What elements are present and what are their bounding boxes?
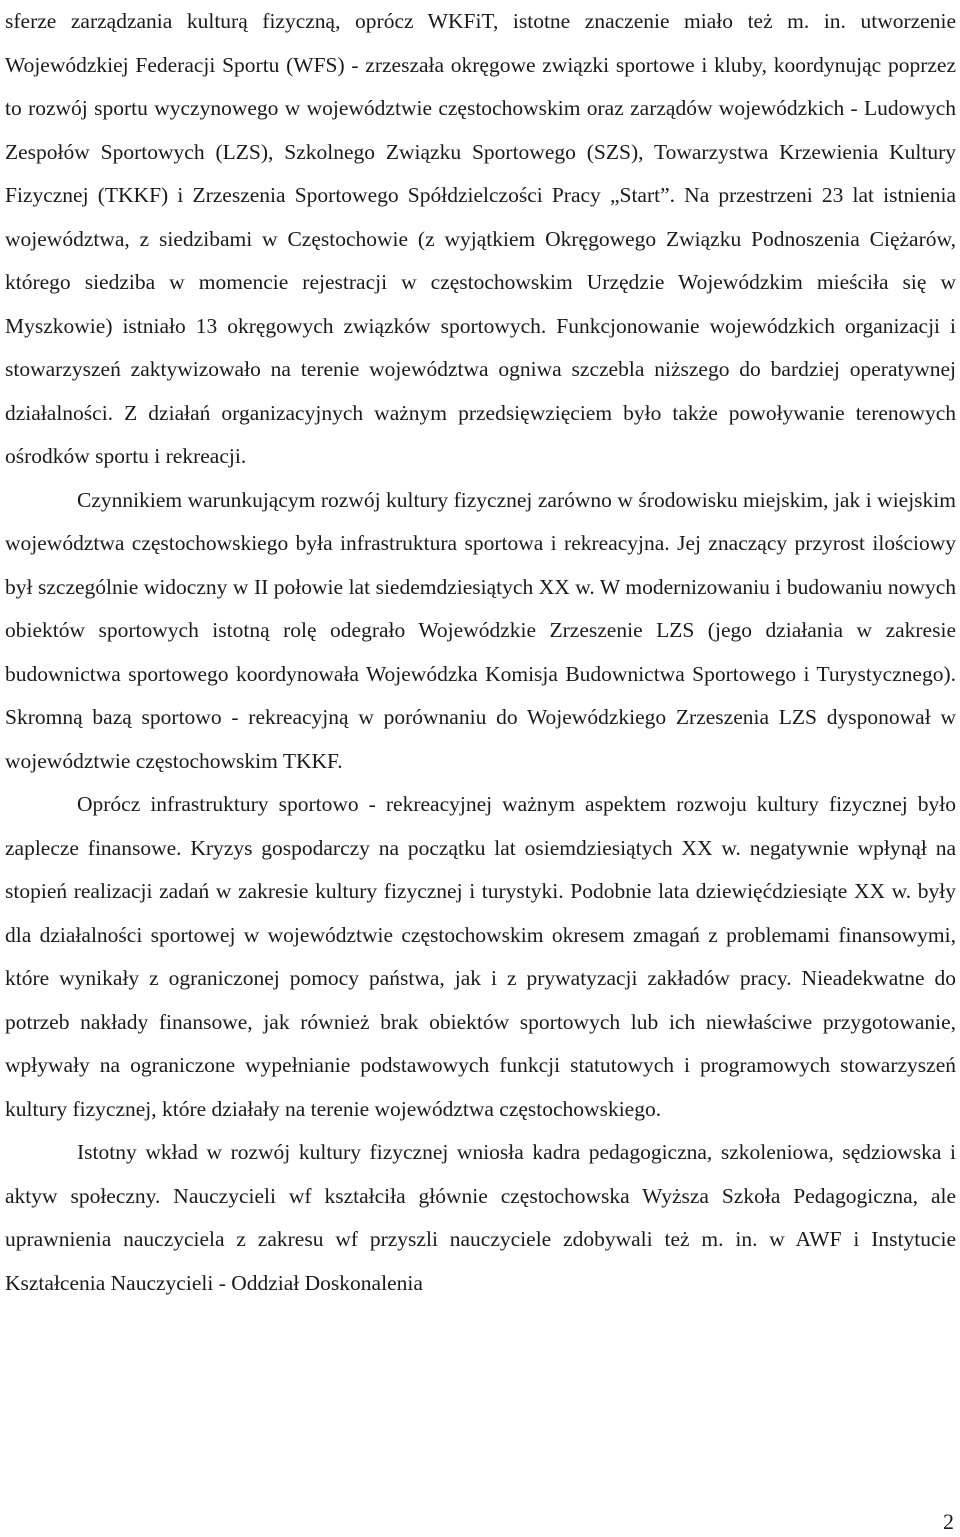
document-page [5, 0, 956, 1305]
paragraph-1: sferze zarządzania kulturą fizyczną, oprócz WKFiT, istotne znaczenie miało też m. in. utworzenie Wojewódzkiej Federacji Sportu (WFS) - zrzeszała okręgowe związki sportowe i kluby, koordynując poprzez to rozwój sportu wyczynowego w województwie częstochowskim oraz zarządów wojewódzkich - Ludowych Zespołów Sportowych (LZS), Szkolnego Związku Sportowego (SZS), Towarzystwa Krzewienia Kultury Fizycznej (TKKF) i Zrzeszenia Sportowego Spółdzielczości Pracy „Start”. Na przestrzeni 23 lat istnienia województwa, z siedzibami w Częstochowie (z wyjątkiem Okręgowego Związku Podnoszenia Ciężarów, którego siedziba w momencie rejestracji w częstochowskim Urzędzie Wojewódzkim mieściła się w Myszkowie) istniało 13 okręgowych związków sportowych. Funkcjonowanie wojewódzkich organizacji i stowarzyszeń zaktywizowało na terenie województwa ogniwa szczebla niższego do bardziej operatywnej działalności. Z działań organizacyjnych ważnym przedsięwzięciem było także powoływanie terenowych ośrodków sportu i rekreacji. [5, 9, 956, 468]
page-number: 2 [943, 1509, 954, 1534]
paragraph-2: Czynnikiem warunkującym rozwój kultury fizycznej zarówno w środowisku miejskim, jak i wiejskim województwa częstochowskiego była infrastruktura sportowa i rekreacyjna. Jej znaczący przyrost ilościowy był szczególnie widoczny w II połowie lat siedemdziesiątych XX w. W modernizowaniu i budowaniu nowych obiektów sportowych istotną rolę odegrało Wojewódzkie Zrzeszenie LZS (jego działania w zakresie budownictwa sportowego koordynowała Wojewódzka Komisja Budownictwa Sportowego i Turystycznego). Skromną bazą sportowo - rekreacyjną w porównaniu do Wojewódzkiego Zrzeszenia LZS dysponował w województwie częstochowskim TKKF. [5, 487, 956, 773]
paragraph-4: Istotny wkład w rozwój kultury fizycznej wniosła kadra pedagogiczna, szkoleniowa, sędziowska i aktyw społeczny. Nauczycieli wf kształciła głównie częstochowska Wyższa Szkoła Pedagogiczna, ale uprawnienia nauczyciela z zakresu wf przyszli nauczyciele zdobywali też m. in. w AWF i Instytucie Kształcenia Nauczycieli - Oddział Doskonalenia [5, 1140, 956, 1295]
paragraph-3: Oprócz infrastruktury sportowo - rekreacyjnej ważnym aspektem rozwoju kultury fizycznej było zaplecze finansowe. Kryzys gospodarczy na początku lat osiemdziesiątych XX w. negatywnie wpłynął na stopień realizacji zadań w zakresie kultury fizycznej i turystyki. Podobnie lata dziewięćdziesiąte XX w. były dla działalności sportowej w województwie częstochowskim okresem zmagań z problemami finansowymi, które wynikały z ograniczonej pomocy państwa, jak i z prywatyzacji zakładów pracy. Nieadekwatne do potrzeb nakłady finansowe, jak również brak obiektów sportowych lub ich niewłaściwe przygotowanie, wpływały na ograniczone wypełnianie podstawowych funkcji statutowych i programowych stowarzyszeń kultury fizycznej, które działały na terenie województwa częstochowskiego. [5, 792, 956, 1121]
